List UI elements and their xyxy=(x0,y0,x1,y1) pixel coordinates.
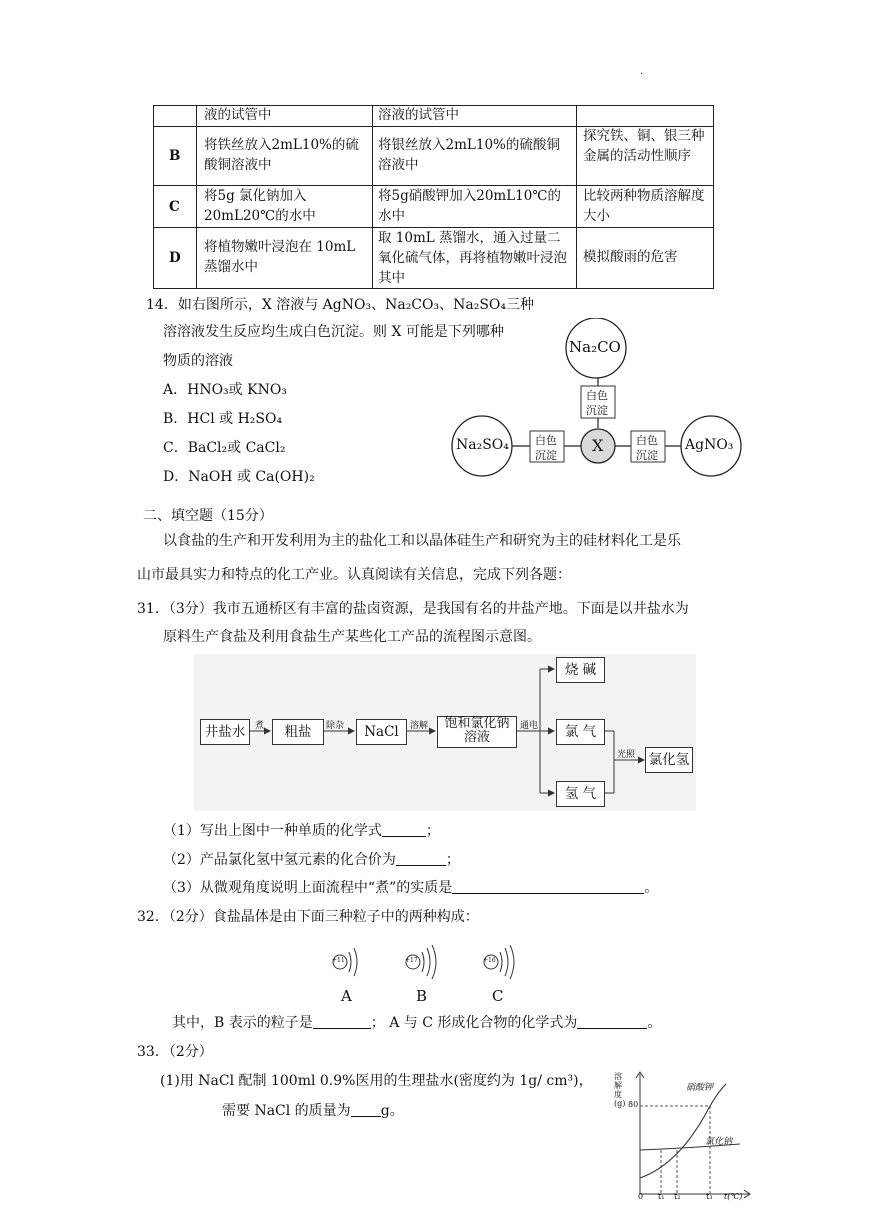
row-label-c: C xyxy=(169,199,180,215)
q31-stem-line2: 原料生产食盐及利用食盐生产某些化工产品的流程图示意图。 xyxy=(163,629,541,645)
q14-stem-line2: 溶溶液发生反应均生成白色沉淀。则 X 可能是下列哪种 xyxy=(163,324,504,340)
ylabel-char: 溶 xyxy=(614,1072,622,1081)
answer-blank[interactable] xyxy=(313,1014,371,1029)
flow-box-text: 饱和氯化钠 xyxy=(444,716,510,731)
q32-answer-end: 。 xyxy=(647,1015,662,1031)
graph-ylabel xyxy=(614,1072,624,1108)
q32-answer-text: 其中，B 表示的粒子是 xyxy=(172,1015,313,1031)
edge-label: 白色 xyxy=(636,434,658,447)
flow-box: 氢 气 xyxy=(556,781,605,807)
atom-label: A xyxy=(341,987,352,1005)
flow-box: 粗盐 xyxy=(272,719,324,745)
q32-stem: 32．（2分）食盐晶体是由下面三种粒子中的两种构成： xyxy=(137,909,479,925)
q31-sub2 xyxy=(163,849,460,869)
edge-label: 沉淀 xyxy=(636,449,658,462)
q31-stem-line1: 31．（3分）我市五通桥区有丰富的盐卤资源，是我国有名的井盐产地。下面是以井盐水为 xyxy=(137,601,689,617)
answer-blank[interactable] xyxy=(351,1102,381,1117)
flow-box: 氯 气 xyxy=(556,719,605,745)
flow-box xyxy=(437,716,517,748)
q33-sub1: (1)用 NaCl 配制 100ml 0.9%医用的生理盐水(密度约为 1g/ cm³)， xyxy=(160,1073,593,1089)
flow-box: 氯化氢 xyxy=(645,747,693,773)
q31-sub1-text: （1）写出上图中一种单质的化学式 xyxy=(163,823,382,839)
q33-ask-text: 需要 NaCl 的质量为 xyxy=(222,1103,351,1119)
q31-sub3-end: 。 xyxy=(644,880,659,896)
table-cell: 将银丝放入2mL10%的硫酸铜溶液中 xyxy=(378,137,560,173)
q14-stem-line1: 14．如右图所示，X 溶液与 AgNO₃、Na₂CO₃、Na₂SO₄三种 xyxy=(146,297,534,313)
answer-blank[interactable] xyxy=(396,851,446,866)
edge-label: 白色 xyxy=(535,434,557,447)
q33-ask-end: g。 xyxy=(380,1103,404,1119)
flow-box: NaCl xyxy=(356,719,407,745)
graph-xtick: t₃ xyxy=(706,1192,713,1201)
corner-mark: . xyxy=(640,66,644,77)
ylabel-char: 解 xyxy=(614,1081,622,1090)
flow-arrow-label: 溶解 xyxy=(410,721,429,731)
table-cell: 将植物嫩叶浸泡在 10mL蒸馏水中 xyxy=(204,239,356,275)
q32-answer-line xyxy=(172,1012,661,1032)
flow-box: 烧 碱 xyxy=(556,657,605,683)
answer-blank[interactable] xyxy=(577,1014,647,1029)
q31-sub1 xyxy=(163,820,440,840)
q32-answer-text: ； A 与 C 形成化合物的化学式为 xyxy=(370,1015,578,1031)
graph-xtick: t₂ xyxy=(674,1192,681,1201)
graph-series-nacl: 氯化钠 xyxy=(705,1137,733,1147)
node-left-label: Na₂SO₄ xyxy=(456,437,509,453)
q14-option-c: C．BaCl₂或 CaCl₂ xyxy=(163,440,286,456)
q31-sub3-text: （3）从微观角度说明上面流程中“煮”的实质是 xyxy=(163,880,453,896)
flow-arrow-label: 煮 xyxy=(255,721,265,731)
q31-sub3 xyxy=(163,877,658,897)
atom-label: C xyxy=(492,987,504,1005)
nucleus-label: +16 xyxy=(483,957,496,964)
q14-option-b: B．HCl 或 H₂SO₄ xyxy=(163,411,283,427)
table-header-cell: 液的试管中 xyxy=(204,107,272,123)
ylabel-char: (g) xyxy=(614,1099,626,1108)
section-intro-line1: 以食盐的生产和开发利用为主的盐化工和以晶体硅生产和研究为主的硅材料化工是乐 xyxy=(163,533,681,549)
q33-sub1-ask xyxy=(222,1100,404,1120)
kno3-curve xyxy=(640,1084,726,1178)
table-cell: 将5g 氯化钠加入20mL20℃的水中 xyxy=(204,188,316,224)
graph-origin: 0 xyxy=(638,1192,644,1201)
node-right-label: AgNO₃ xyxy=(685,437,734,453)
q31-sub2-text: （2）产品氯化氢中氢元素的化合价为 xyxy=(163,852,396,868)
graph-series-kno3: 硝酸钾 xyxy=(686,1083,714,1093)
table-cell: 探究铁、铜、银三种金属的活动性顺序 xyxy=(583,128,705,164)
answer-blank[interactable] xyxy=(382,822,426,837)
edge-label: 白色 xyxy=(586,389,608,402)
flow-arrow-label: 光照 xyxy=(617,750,636,760)
q14-option-a: A．HNO₃或 KNO₃ xyxy=(163,382,287,398)
table-cell: 将铁丝放入2mL10%的硫酸铜溶液中 xyxy=(204,137,359,173)
graph-ytick: 80 xyxy=(628,1100,639,1109)
flow-arrow-label: 除杂 xyxy=(326,721,345,731)
answer-blank[interactable] xyxy=(452,879,644,894)
section-heading: 二、填空题（15分） xyxy=(143,508,273,524)
q31-sub2-end: ； xyxy=(445,852,460,868)
graph-xtick: t₁ xyxy=(658,1192,665,1201)
table-cell: 模拟酸雨的危害 xyxy=(583,249,678,265)
solubility-graph xyxy=(610,1066,760,1206)
flow-box-text: 溶液 xyxy=(463,730,490,745)
table-cell: 将5g硝酸钾加入20mL10℃的水中 xyxy=(378,188,561,224)
section-intro-line2: 山市最具实力和特点的化工产业。认真阅读有关信息，完成下列各题： xyxy=(137,567,571,583)
ylabel-char: 度 xyxy=(614,1090,622,1099)
q14-option-d: D．NaOH 或 Ca(OH)₂ xyxy=(163,469,315,485)
flow-box: 井盐水 xyxy=(200,719,250,745)
q31-sub1-end: ； xyxy=(425,823,440,839)
nucleus-label: +11 xyxy=(332,957,345,964)
edge-label: 沉淀 xyxy=(586,404,608,417)
node-top-label: Na₂CO xyxy=(569,338,621,356)
table-cell: 取 10mL 蒸馏水，通入过量二氧化硫气体，再将植物嫩叶浸泡其中 xyxy=(378,230,567,286)
edge-label: 沉淀 xyxy=(535,449,557,462)
flow-arrow-label: 通电 xyxy=(520,721,539,731)
table-cell: 比较两种物质溶解度大小 xyxy=(583,188,705,224)
node-center-label: X xyxy=(592,436,604,455)
atom-label: B xyxy=(416,987,428,1005)
q14-stem-line3: 物质的溶液 xyxy=(163,353,233,369)
table-header-cell: 溶液的试管中 xyxy=(378,107,459,123)
row-label-d: D xyxy=(169,250,181,266)
nucleus-label: +17 xyxy=(405,957,418,964)
graph-xlabel: t(℃) xyxy=(724,1192,743,1201)
row-label-b: B xyxy=(169,148,181,164)
q33-stem: 33．（2分） xyxy=(137,1044,213,1060)
